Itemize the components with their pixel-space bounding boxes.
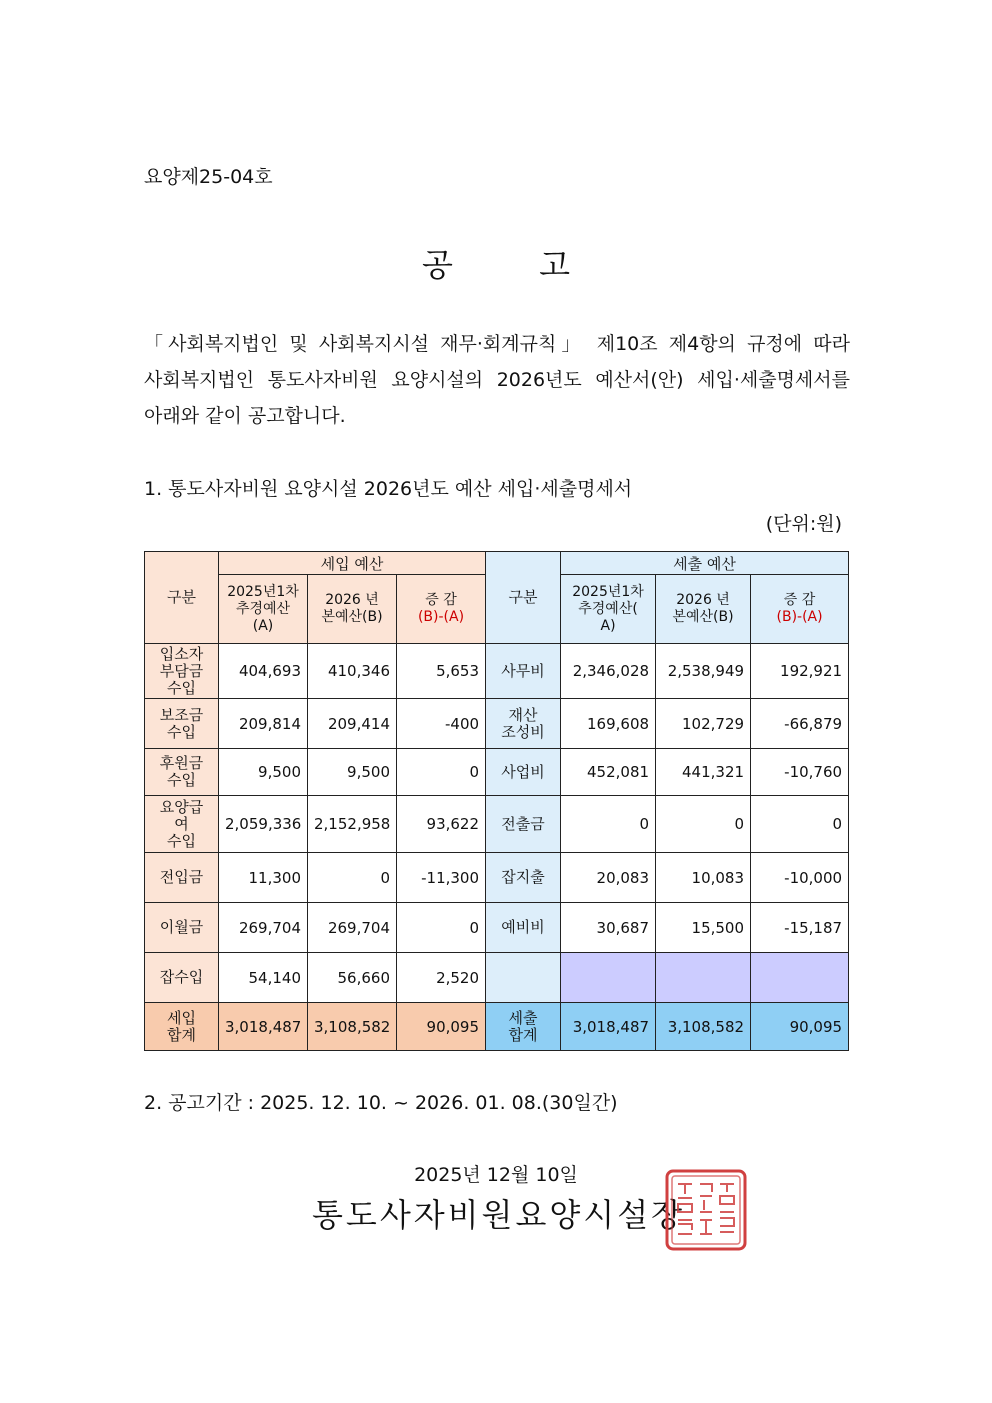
table-row (145, 953, 849, 1003)
expense-prev-value: 20,083 (561, 853, 656, 903)
income-prev-value: 11,300 (219, 853, 308, 903)
section-1-heading: 1. 통도사자비원 요양시설 2026년도 예산 세입·세출명세서 (144, 478, 633, 500)
expense-new-value: 441,321 (656, 749, 751, 796)
unit-label: (단위:원) (765, 513, 842, 535)
income-diff-value: 0 (397, 903, 486, 953)
table-row (145, 749, 849, 796)
income-total-new: 3,108,582 (308, 1003, 397, 1051)
expense-new-value: 10,083 (656, 853, 751, 903)
income-col-a-header: 2025년1차 추경예산 (A) (219, 575, 308, 644)
income-row-label: 입소자 부담금 수입 (145, 644, 219, 699)
expense-diff-value: 0 (751, 796, 849, 853)
expense-col-a-header: 2025년1차 추경예산( A) (561, 575, 656, 644)
section-2-notice-period: 2. 공고기간 : 2025. 12. 10. ~ 2026. 01. 08.(30일간) (144, 1092, 618, 1114)
income-row-label: 보조금 수입 (145, 699, 219, 749)
income-new-value: 410,346 (308, 644, 397, 699)
income-total-prev: 3,018,487 (219, 1003, 308, 1051)
document-number: 요양제25-04호 (144, 166, 273, 188)
expense-prev-value: 0 (561, 796, 656, 853)
income-col-diff-header: 증 감 (B)-(A) (397, 575, 486, 644)
income-row-label: 후원금 수입 (145, 749, 219, 796)
expense-prev-value: 452,081 (561, 749, 656, 796)
expense-new-value: 102,729 (656, 699, 751, 749)
budget-table (144, 551, 849, 1051)
expense-new-value: 15,500 (656, 903, 751, 953)
income-row-label: 이월금 (145, 903, 219, 953)
official-seal-stamp (664, 1168, 748, 1252)
expense-diff-value: 192,921 (751, 644, 849, 699)
income-prev-value: 2,059,336 (219, 796, 308, 853)
table-row (145, 644, 849, 699)
expense-category-header: 구분 (486, 552, 561, 644)
income-diff-value: 93,622 (397, 796, 486, 853)
income-new-value: 9,500 (308, 749, 397, 796)
income-group-header: 세입 예산 (219, 552, 486, 575)
expense-prev-value (561, 953, 656, 1003)
expense-row-label: 재산 조성비 (486, 699, 561, 749)
income-diff-value: 2,520 (397, 953, 486, 1003)
income-row-label: 요양급 여 수입 (145, 796, 219, 853)
income-prev-value: 269,704 (219, 903, 308, 953)
expense-prev-value: 2,346,028 (561, 644, 656, 699)
income-diff-value: 5,653 (397, 644, 486, 699)
expense-row-label: 잡지출 (486, 853, 561, 903)
expense-row-label (486, 953, 561, 1003)
income-prev-value: 54,140 (219, 953, 308, 1003)
expense-col-b-header: 2026 년 본예산(B) (656, 575, 751, 644)
expense-total-label: 세출 합계 (486, 1003, 561, 1051)
expense-diff-value: -10,000 (751, 853, 849, 903)
expense-new-value: 2,538,949 (656, 644, 751, 699)
intro-line-3: 아래와 같이 공고합니다. (144, 405, 346, 427)
income-diff-value: -11,300 (397, 853, 486, 903)
intro-paragraph (144, 326, 850, 434)
total-row (145, 1003, 849, 1051)
signer-name: 통도사자비원요양시설장 (312, 1196, 686, 1234)
table-row (145, 853, 849, 903)
income-total-label: 세입 합계 (145, 1003, 219, 1051)
expense-prev-value: 169,608 (561, 699, 656, 749)
expense-diff-value: -66,879 (751, 699, 849, 749)
income-diff-value: -400 (397, 699, 486, 749)
income-prev-value: 209,814 (219, 699, 308, 749)
page-title: 공 고 (422, 246, 608, 284)
table-row (145, 796, 849, 853)
income-total-diff: 90,095 (397, 1003, 486, 1051)
expense-total-prev: 3,018,487 (561, 1003, 656, 1051)
expense-total-diff: 90,095 (751, 1003, 849, 1051)
table-row (145, 699, 849, 749)
income-col-b-header: 2026 년 본예산(B) (308, 575, 397, 644)
notice-date: 2025년 12월 10일 (414, 1164, 578, 1186)
income-prev-value: 404,693 (219, 644, 308, 699)
income-category-header: 구분 (145, 552, 219, 644)
expense-group-header: 세출 예산 (561, 552, 849, 575)
expense-new-value: 0 (656, 796, 751, 853)
income-row-label: 잡수입 (145, 953, 219, 1003)
expense-row-label: 예비비 (486, 903, 561, 953)
intro-line-2: 사회복지법인 통도사자비원 요양시설의 2026년도 예산서(안) 세입·세출명세서를 (144, 369, 850, 391)
expense-col-diff-header: 증 감 (B)-(A) (751, 575, 849, 644)
table-row (145, 903, 849, 953)
expense-diff-value: -10,760 (751, 749, 849, 796)
income-new-value: 269,704 (308, 903, 397, 953)
expense-new-value (656, 953, 751, 1003)
income-new-value: 0 (308, 853, 397, 903)
expense-prev-value: 30,687 (561, 903, 656, 953)
income-row-label: 전입금 (145, 853, 219, 903)
expense-row-label: 전출금 (486, 796, 561, 853)
income-new-value: 209,414 (308, 699, 397, 749)
expense-diff-value (751, 953, 849, 1003)
expense-row-label: 사무비 (486, 644, 561, 699)
expense-row-label: 사업비 (486, 749, 561, 796)
income-diff-value: 0 (397, 749, 486, 796)
income-prev-value: 9,500 (219, 749, 308, 796)
expense-total-new: 3,108,582 (656, 1003, 751, 1051)
intro-line-1: 「사회복지법인 및 사회복지시설 재무·회계규칙」 제10조 제4항의 규정에 따라 (144, 333, 850, 355)
expense-diff-value: -15,187 (751, 903, 849, 953)
income-new-value: 2,152,958 (308, 796, 397, 853)
income-new-value: 56,660 (308, 953, 397, 1003)
